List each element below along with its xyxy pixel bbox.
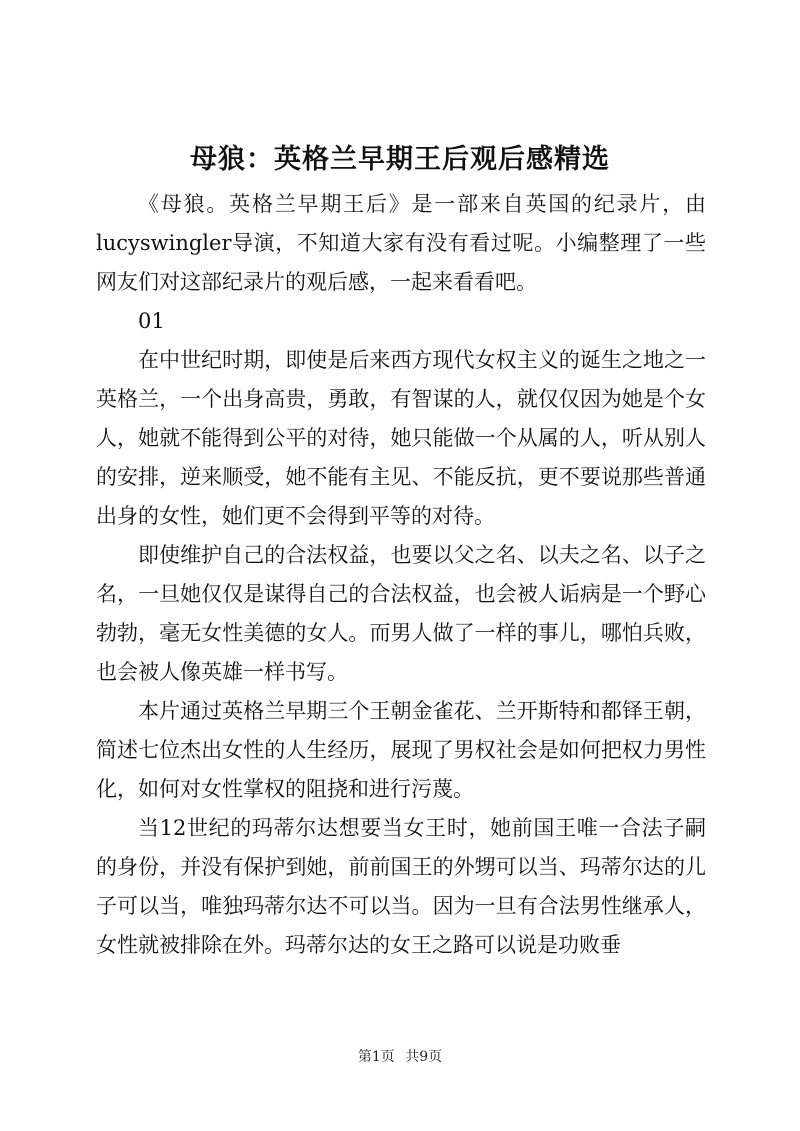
section-number: 01: [138, 309, 165, 333]
paragraph-4: 当12世纪的玛蒂尔达想要当女王时，她前国王唯一合法子嗣的身份，并没有保护到她，前前国王的外甥可以当、玛蒂尔达的儿子可以当，唯独玛蒂尔达不可以当。因为一旦有合法男性继承人，女性就被排除在外。玛蒂尔达的女王之路可以说是功败垂: [96, 816, 706, 957]
page-title: 母狼：英格兰早期王后观后感精选: [190, 144, 610, 175]
page-number: 第1页: [357, 1049, 395, 1065]
paragraph-2: 即使维护自己的合法权益，也要以父之名、以夫之名、以子之名，一旦她仅仅是谋得自己的合法权益，也会被人诟病是一个野心勃勃，毫无女性美德的女人。而男人做了一样的事儿，哪怕兵败，也会被人像英雄一样书写。: [96, 543, 706, 684]
total-pages: 共9页: [405, 1049, 443, 1065]
paragraph-3: 本片通过英格兰早期三个王朝金雀花、兰开斯特和都铎王朝，简述七位杰出女性的人生经历，展现了男权社会是如何把权力男性化，如何对女性掌权的阻挠和进行污蔑。: [96, 699, 706, 801]
page-footer: [0, 1047, 800, 1067]
paragraph-1: 在中世纪时期，即使是后来西方现代女权主义的诞生之地之一英格兰，一个出身高贵，勇敢，有智谋的人，就仅仅因为她是个女人，她就不能得到公平的对待，她只能做一个从属的人，听从别人的安排，逆来顺受，她不能有主见、不能反抗，更不要说那些普通出身的女性，她们更不会得到平等的对待。: [96, 348, 706, 528]
document-body: [96, 185, 706, 965]
paragraph-intro: 《母狼。英格兰早期王后》是一部来自英国的纪录片，由lucyswingler导演，不知道大家有没有看过呢。小编整理了一些网友们对这部纪录片的观后感，一起来看看吧。: [96, 192, 706, 294]
